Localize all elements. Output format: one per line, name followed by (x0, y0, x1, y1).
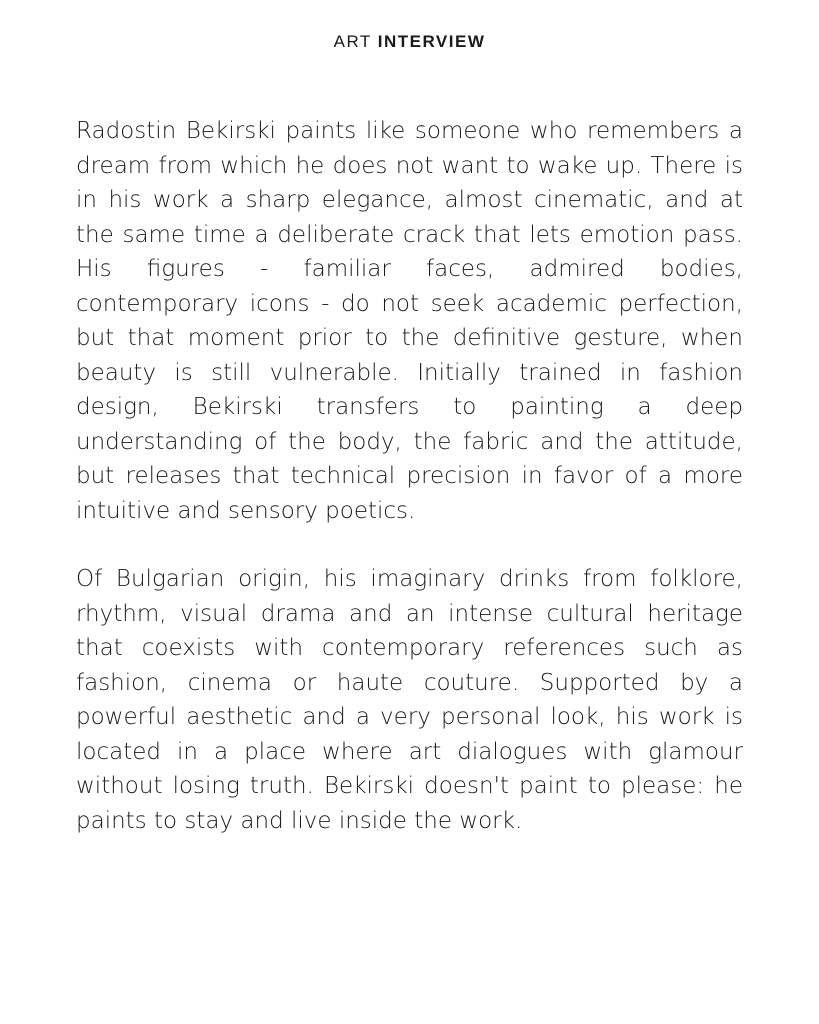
article-paragraph-1: Radostin Bekirski paints like someone who remembers a dream from which he does not want to wake up. There is in his work a sharp elegance, almost cinematic, and at the same time a deliberate crack that lets emotion pass. His figures - familiar faces, admired bodies, contemporary icons - do not seek academic perfection, but that moment prior to the definitive gesture, when beauty is still vulnerable. Initially trained in fashion design, Bekirski transfers to painting a deep understanding of the body, the fabric and the attitude, but releases that technical precision in favor of a more intuitive and sensory poetics. (76, 118, 743, 524)
section-header (0, 31, 819, 53)
article-paragraph-2: Of Bulgarian origin, his imaginary drinks from folklore, rhythm, visual drama and an intense cultural heritage that coexists with contemporary references such as fashion, cinema or haute couture. Supported by a powerful aesthetic and a very personal look, his work is located in a place where art dialogues with glamour without losing truth. Bekirski doesn't paint to please: he paints to stay and live inside the work. (76, 566, 743, 834)
article-body (76, 114, 743, 838)
section-label: ART (333, 32, 372, 51)
category-label: INTERVIEW (377, 32, 486, 51)
